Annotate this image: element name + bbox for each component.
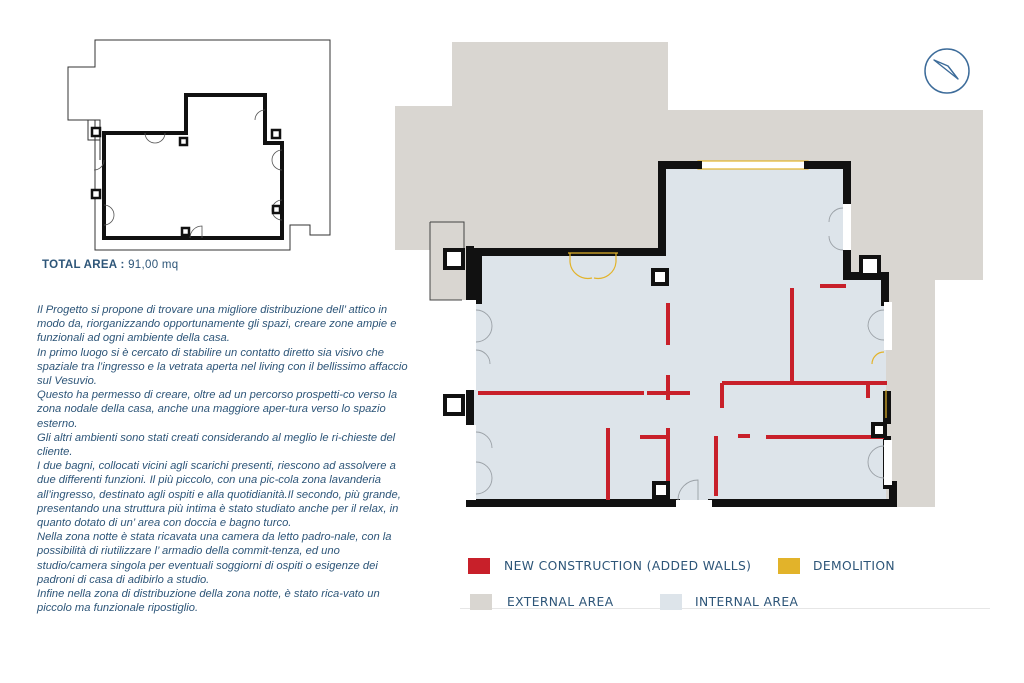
legend-label: NEW CONSTRUCTION (ADDED WALLS) <box>504 559 752 573</box>
north-arrow-icon <box>925 49 969 93</box>
legend-swatch-blue <box>660 594 682 610</box>
legend-swatch-yellow <box>778 558 800 574</box>
description-paragraph: Nella zona notte è stata ricavata una camera da letto padro-nale, con la possibilità di riutilizzare l’ armadio della commit-tenza, ed uno studio/camera singola per eventuali soggiorni di ospiti o esigenze dei padroni di casa di adibirlo a studio. <box>37 531 392 586</box>
description-paragraph: Il Progetto si propone di trovare una migliore distribuzione dell’ attico in modo da, riorganizzando opportunamente gli spazi, creare zone ampie e funzionali ad ogni ambiente della casa. <box>37 304 397 345</box>
existing-plan <box>68 40 330 250</box>
description-paragraph: Gli altri ambienti sono stati creati considerando al meglio le ri-chieste del cliente. <box>37 431 396 459</box>
legend-swatch-red <box>468 558 490 574</box>
total-area-label: TOTAL AREA : <box>42 259 125 271</box>
description-paragraph: In primo luogo si è cercato di stabilire un contatto diretto sia visivo che spaziale tra l’ingresso e la vetrata aperta nel living con il bellissimo affaccio sul Vesuvio. <box>37 346 408 388</box>
description-paragraph: I due bagni, collocati vicini agli scarichi presenti, riescono ad assolvere a due differenti funzioni. Il più piccolo, con una pic-cola zona lavanderia all’ingresso, destinato agli ospiti e alla quotidianità.Il secondo, più grande, presentando una struttura più intima è stato studiato anche per il relax, in quanto dotato di un’ area con doccia e bagno turco. <box>37 460 401 530</box>
legend-label: DEMOLITION <box>813 559 896 573</box>
description-paragraph: Questo ha permesso di creare, oltre ad un percorso prospetti-co verso la zona nodale della casa, anche una maggiore aper-tura verso lo spazio esterno. <box>37 389 398 430</box>
total-area <box>42 259 178 271</box>
legend-swatch-grey <box>470 594 492 610</box>
description-paragraph: Infine nella zona di distribuzione della zona notte, è stato rica-vato un piccolo ma funzionale ripostiglio. <box>37 588 380 615</box>
project-plan <box>395 42 983 507</box>
legend-label: INTERNAL AREA <box>695 595 799 609</box>
legend-label: EXTERNAL AREA <box>507 595 614 609</box>
project-description <box>37 303 409 615</box>
total-area-value: 91,00 mq <box>128 259 179 271</box>
